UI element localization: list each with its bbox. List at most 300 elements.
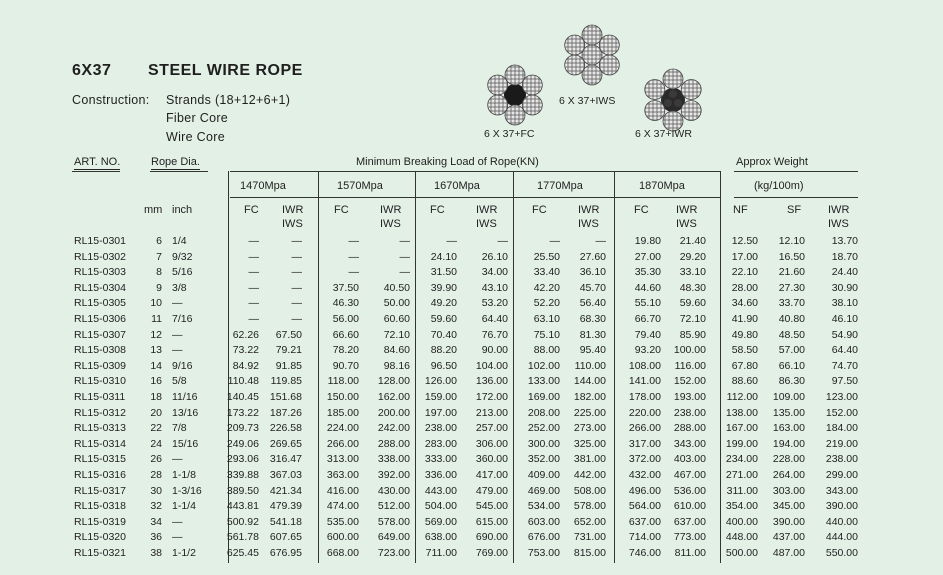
rope-fc-icon bbox=[488, 65, 543, 125]
value-cell: 119.85 bbox=[270, 375, 302, 388]
value-cell: 27.30 bbox=[778, 281, 805, 294]
value-cell: 19.80 bbox=[634, 235, 661, 247]
value-cell: 50.00 bbox=[383, 297, 410, 310]
mm-cell: 9 bbox=[156, 281, 162, 294]
sub-iws: IWS bbox=[828, 218, 849, 230]
inch-cell: 9/32 bbox=[172, 250, 193, 263]
value-cell: 100.00 bbox=[673, 344, 706, 357]
value-cell: 46.10 bbox=[831, 313, 858, 325]
mm-cell: 6 bbox=[156, 235, 162, 247]
value-cell: 238.00 bbox=[424, 422, 457, 435]
value-cell: 104.00 bbox=[475, 359, 508, 372]
mm-cell: 11 bbox=[151, 313, 162, 325]
value-cell: 200.00 bbox=[377, 406, 410, 419]
mm-cell: 10 bbox=[150, 297, 162, 310]
value-cell: — bbox=[399, 250, 410, 263]
value-cell: 35.30 bbox=[634, 266, 661, 279]
value-cell: 372.00 bbox=[628, 453, 661, 466]
value-cell: 773.00 bbox=[673, 531, 706, 544]
inch-cell: — bbox=[172, 297, 183, 310]
value-cell: 197.00 bbox=[424, 406, 457, 419]
value-cell: 317.00 bbox=[628, 437, 661, 450]
value-cell: 313.00 bbox=[326, 453, 359, 466]
mm-cell: 7 bbox=[156, 250, 162, 263]
value-cell: 367.03 bbox=[269, 469, 302, 481]
value-cell: 288.00 bbox=[377, 437, 410, 450]
value-cell: 118.00 bbox=[327, 375, 359, 388]
value-cell: 25.50 bbox=[533, 250, 560, 263]
divider bbox=[230, 197, 720, 198]
value-cell: 603.00 bbox=[527, 515, 560, 528]
value-cell: 416.00 bbox=[326, 484, 359, 497]
value-cell: 102.00 bbox=[527, 359, 560, 372]
value-cell: 339.88 bbox=[226, 469, 259, 481]
value-cell: 288.00 bbox=[673, 422, 706, 435]
value-cell: 76.70 bbox=[481, 328, 508, 341]
art-no-cell: RL15-0317 bbox=[74, 484, 126, 497]
value-cell: — bbox=[248, 281, 259, 294]
value-cell: 690.00 bbox=[475, 531, 508, 544]
art-no-cell: RL15-0306 bbox=[74, 313, 126, 325]
construction-strands: Strands (18+12+6+1) bbox=[166, 93, 291, 107]
art-no-cell: RL15-0307 bbox=[74, 328, 126, 341]
value-cell: 479.00 bbox=[475, 484, 508, 497]
value-cell: — bbox=[248, 313, 259, 325]
value-cell: 91.85 bbox=[275, 359, 302, 372]
sub-iws: IWS bbox=[282, 218, 303, 230]
value-cell: 578.00 bbox=[573, 500, 606, 513]
value-cell: 238.00 bbox=[673, 406, 706, 419]
inch-cell: 13/16 bbox=[172, 406, 199, 419]
grade-1570: 1570Mpa bbox=[337, 180, 383, 192]
mm-cell: 13 bbox=[150, 344, 162, 357]
value-cell: 338.00 bbox=[377, 453, 410, 466]
value-cell: 34.60 bbox=[731, 297, 758, 310]
value-cell: 442.00 bbox=[573, 469, 606, 481]
value-cell: 811.00 bbox=[674, 547, 706, 559]
value-cell: 448.00 bbox=[725, 531, 758, 544]
sub-fc: FC bbox=[532, 204, 547, 216]
value-cell: 17.00 bbox=[731, 250, 758, 263]
inch-cell: 1-1/8 bbox=[172, 469, 196, 481]
value-cell: 62.26 bbox=[232, 328, 259, 341]
caption-iwr: 6 X 37+IWR bbox=[635, 128, 692, 140]
divider bbox=[734, 197, 858, 198]
value-cell: 173.22 bbox=[226, 406, 259, 419]
value-cell: 769.00 bbox=[475, 547, 508, 559]
art-no-cell: RL15-0319 bbox=[74, 515, 126, 528]
value-cell: 209.73 bbox=[226, 422, 259, 435]
value-cell: 151.68 bbox=[269, 391, 302, 403]
mm-cell: 24 bbox=[150, 437, 162, 450]
value-cell: 333.00 bbox=[424, 453, 457, 466]
value-cell: 40.80 bbox=[778, 313, 805, 325]
value-cell: 224.00 bbox=[326, 422, 359, 435]
value-cell: 42.20 bbox=[533, 281, 560, 294]
value-cell: 185.00 bbox=[326, 406, 359, 419]
inch-cell: 11/16 bbox=[172, 391, 198, 403]
value-cell: 18.70 bbox=[831, 250, 858, 263]
value-cell: 110.00 bbox=[574, 359, 606, 372]
value-cell: 269.65 bbox=[269, 437, 302, 450]
value-cell: 432.00 bbox=[628, 469, 661, 481]
value-cell: 79.21 bbox=[275, 344, 302, 357]
value-cell: 467.00 bbox=[673, 469, 706, 481]
column-divider bbox=[614, 171, 615, 563]
value-cell: 56.00 bbox=[332, 313, 359, 325]
sub-iwr: IWR bbox=[828, 204, 850, 216]
rope-iwr-icon bbox=[645, 69, 701, 131]
value-cell: 93.20 bbox=[634, 344, 661, 357]
value-cell: 536.00 bbox=[673, 484, 706, 497]
value-cell: 75.10 bbox=[533, 328, 560, 341]
value-cell: 36.10 bbox=[579, 266, 606, 279]
value-cell: 178.00 bbox=[628, 391, 661, 403]
value-cell: 652.00 bbox=[573, 515, 606, 528]
value-cell: 64.40 bbox=[831, 344, 858, 357]
value-cell: 561.78 bbox=[226, 531, 259, 544]
art-no-cell: RL15-0303 bbox=[74, 266, 126, 279]
value-cell: 443.00 bbox=[424, 484, 457, 497]
grade-1870: 1870Mpa bbox=[639, 180, 685, 192]
art-no-cell: RL15-0320 bbox=[74, 531, 126, 544]
divider bbox=[72, 171, 120, 172]
value-cell: — bbox=[248, 266, 259, 279]
inch-cell: 1-1/2 bbox=[172, 547, 196, 559]
sub-iwr: IWR bbox=[282, 204, 304, 216]
value-cell: 48.30 bbox=[679, 281, 706, 294]
value-cell: 37.50 bbox=[332, 281, 359, 294]
value-cell: 273.00 bbox=[573, 422, 606, 435]
value-cell: 668.00 bbox=[326, 547, 359, 559]
value-cell: 150.00 bbox=[326, 391, 359, 403]
art-no-cell: RL15-0310 bbox=[74, 375, 126, 388]
value-cell: 33.10 bbox=[679, 266, 706, 279]
value-cell: 293.06 bbox=[226, 453, 259, 466]
value-cell: 266.00 bbox=[326, 437, 359, 450]
value-cell: 508.00 bbox=[573, 484, 606, 497]
value-cell: 271.00 bbox=[725, 469, 758, 481]
value-cell: 86.30 bbox=[778, 375, 805, 388]
header-rope-dia: Rope Dia. bbox=[151, 156, 200, 168]
value-cell: 283.00 bbox=[424, 437, 457, 450]
mm-cell: 32 bbox=[150, 500, 162, 513]
inch-cell: 5/8 bbox=[172, 375, 187, 388]
value-cell: 22.10 bbox=[731, 266, 758, 279]
value-cell: 311.00 bbox=[726, 484, 758, 497]
value-cell: 169.00 bbox=[527, 391, 560, 403]
value-cell: 417.00 bbox=[475, 469, 508, 481]
value-cell: 550.00 bbox=[825, 547, 858, 559]
value-cell: 43.10 bbox=[481, 281, 508, 294]
art-no-cell: RL15-0315 bbox=[74, 453, 126, 466]
value-cell: 41.90 bbox=[731, 313, 758, 325]
caption-fc: 6 X 37+FC bbox=[484, 128, 535, 140]
header-art-no: ART. NO. bbox=[74, 156, 121, 168]
value-cell: 242.00 bbox=[377, 422, 410, 435]
value-cell: 343.00 bbox=[673, 437, 706, 450]
mm-cell: 20 bbox=[150, 406, 162, 419]
art-no-cell: RL15-0305 bbox=[74, 297, 126, 310]
value-cell: 44.60 bbox=[634, 281, 661, 294]
inch-cell: — bbox=[172, 344, 183, 357]
value-cell: 163.00 bbox=[772, 422, 805, 435]
grade-1670: 1670Mpa bbox=[434, 180, 480, 192]
value-cell: 360.00 bbox=[475, 453, 508, 466]
value-cell: 390.00 bbox=[772, 515, 805, 528]
art-no-cell: RL15-0301 bbox=[74, 235, 126, 247]
value-cell: 300.00 bbox=[527, 437, 560, 450]
value-cell: 112.00 bbox=[726, 391, 758, 403]
value-cell: — bbox=[399, 266, 410, 279]
value-cell: 363.00 bbox=[326, 469, 359, 481]
header-approx-weight: Approx Weight bbox=[736, 156, 808, 168]
sub-iws: IWS bbox=[676, 218, 697, 230]
value-cell: 108.00 bbox=[628, 359, 661, 372]
value-cell: 24.10 bbox=[430, 250, 457, 263]
value-cell: 88.00 bbox=[533, 344, 560, 357]
divider bbox=[150, 171, 208, 172]
value-cell: — bbox=[248, 250, 259, 263]
value-cell: 152.00 bbox=[673, 375, 706, 388]
sub-iwr: IWR bbox=[676, 204, 698, 216]
value-cell: 500.00 bbox=[725, 547, 758, 559]
value-cell: 39.90 bbox=[430, 281, 457, 294]
value-cell: 98.16 bbox=[383, 359, 410, 372]
value-cell: 316.47 bbox=[269, 453, 302, 466]
value-cell: 38.10 bbox=[831, 297, 858, 310]
value-cell: 33.70 bbox=[778, 297, 805, 310]
value-cell: 144.00 bbox=[573, 375, 606, 388]
value-cell: 72.10 bbox=[679, 313, 706, 325]
value-cell: 182.00 bbox=[573, 391, 606, 403]
value-cell: 12.50 bbox=[731, 235, 758, 247]
value-cell: 226.58 bbox=[269, 422, 302, 435]
value-cell: 193.00 bbox=[673, 391, 706, 403]
value-cell: 430.00 bbox=[377, 484, 410, 497]
mm-cell: 16 bbox=[150, 375, 162, 388]
value-cell: 381.00 bbox=[573, 453, 606, 466]
value-cell: 607.65 bbox=[269, 531, 302, 544]
value-cell: 421.34 bbox=[269, 484, 302, 497]
column-divider bbox=[513, 171, 514, 563]
inch-cell: 7/16 bbox=[172, 313, 193, 325]
value-cell: 59.60 bbox=[430, 313, 457, 325]
value-cell: 266.00 bbox=[628, 422, 661, 435]
sub-fc: FC bbox=[244, 204, 259, 216]
value-cell: 24.40 bbox=[831, 266, 858, 279]
sub-fc: FC bbox=[634, 204, 649, 216]
sub-fc: FC bbox=[334, 204, 349, 216]
value-cell: 49.20 bbox=[430, 297, 457, 310]
art-no-cell: RL15-0304 bbox=[74, 281, 126, 294]
sub-mm: mm bbox=[144, 204, 163, 216]
mm-cell: 26 bbox=[150, 453, 162, 466]
value-cell: 40.50 bbox=[383, 281, 410, 294]
value-cell: 299.00 bbox=[825, 469, 858, 481]
value-cell: 167.00 bbox=[725, 422, 758, 435]
value-cell: 84.60 bbox=[383, 344, 410, 357]
value-cell: 535.00 bbox=[326, 515, 359, 528]
value-cell: 128.00 bbox=[377, 375, 410, 388]
value-cell: — bbox=[291, 250, 302, 263]
value-cell: 123.00 bbox=[825, 391, 858, 403]
inch-cell: 1-3/16 bbox=[172, 484, 202, 497]
value-cell: 141.00 bbox=[628, 375, 661, 388]
mm-cell: 36 bbox=[150, 531, 162, 544]
value-cell: 487.00 bbox=[772, 547, 805, 559]
value-cell: 159.00 bbox=[424, 391, 457, 403]
value-cell: 90.70 bbox=[332, 359, 359, 372]
art-no-cell: RL15-0312 bbox=[74, 406, 126, 419]
value-cell: 753.00 bbox=[527, 547, 560, 559]
value-cell: 714.00 bbox=[628, 531, 661, 544]
mm-cell: 22 bbox=[150, 422, 162, 435]
inch-cell: 7/8 bbox=[172, 422, 187, 435]
weight-unit: (kg/100m) bbox=[754, 180, 804, 192]
divider bbox=[230, 171, 720, 172]
value-cell: — bbox=[446, 235, 457, 247]
value-cell: 68.30 bbox=[579, 313, 606, 325]
value-cell: 60.60 bbox=[383, 313, 410, 325]
value-cell: 512.00 bbox=[377, 500, 410, 513]
caption-iws: 6 X 37+IWS bbox=[559, 95, 616, 107]
value-cell: 55.10 bbox=[634, 297, 661, 310]
value-cell: 637.00 bbox=[673, 515, 706, 528]
value-cell: — bbox=[291, 235, 302, 247]
value-cell: 610.00 bbox=[673, 500, 706, 513]
value-cell: 172.00 bbox=[475, 391, 508, 403]
value-cell: 162.00 bbox=[377, 391, 410, 403]
value-cell: 88.60 bbox=[731, 375, 758, 388]
value-cell: 389.50 bbox=[226, 484, 259, 497]
value-cell: 569.00 bbox=[424, 515, 457, 528]
value-cell: 336.00 bbox=[424, 469, 457, 481]
sub-iwr: IWR bbox=[578, 204, 600, 216]
value-cell: — bbox=[291, 281, 302, 294]
value-cell: 73.22 bbox=[232, 344, 259, 357]
value-cell: 72.10 bbox=[383, 328, 410, 341]
inch-cell: — bbox=[172, 328, 183, 341]
value-cell: 352.00 bbox=[527, 453, 560, 466]
value-cell: 84.92 bbox=[232, 359, 259, 372]
art-no-cell: RL15-0308 bbox=[74, 344, 126, 357]
value-cell: 67.80 bbox=[731, 359, 758, 372]
value-cell: 135.00 bbox=[772, 406, 805, 419]
value-cell: 133.00 bbox=[527, 375, 560, 388]
value-cell: 26.10 bbox=[481, 250, 508, 263]
sub-iws: IWS bbox=[380, 218, 401, 230]
value-cell: 56.40 bbox=[579, 297, 606, 310]
value-cell: 88.20 bbox=[430, 344, 457, 357]
value-cell: — bbox=[348, 266, 359, 279]
sub-iws: IWS bbox=[578, 218, 599, 230]
value-cell: 731.00 bbox=[573, 531, 606, 544]
construction-fiber-core: Fiber Core bbox=[166, 111, 229, 125]
value-cell: 208.00 bbox=[527, 406, 560, 419]
inch-cell: — bbox=[172, 453, 183, 466]
value-cell: 59.60 bbox=[679, 297, 706, 310]
value-cell: 138.00 bbox=[725, 406, 758, 419]
value-cell: 479.39 bbox=[269, 500, 302, 513]
value-cell: 53.20 bbox=[481, 297, 508, 310]
construction-wire-core: Wire Core bbox=[166, 130, 225, 144]
value-cell: 403.00 bbox=[673, 453, 706, 466]
value-cell: 31.50 bbox=[430, 266, 457, 279]
value-cell: 252.00 bbox=[527, 422, 560, 435]
value-cell: 625.45 bbox=[226, 547, 259, 559]
value-cell: 600.00 bbox=[326, 531, 359, 544]
value-cell: 219.00 bbox=[825, 437, 858, 450]
value-cell: 564.00 bbox=[628, 500, 661, 513]
value-cell: 723.00 bbox=[377, 547, 410, 559]
value-cell: 140.45 bbox=[226, 391, 259, 403]
value-cell: — bbox=[497, 235, 508, 247]
grade-1470: 1470Mpa bbox=[240, 180, 286, 192]
inch-cell: 5/16 bbox=[172, 266, 193, 279]
value-cell: 27.60 bbox=[579, 250, 606, 263]
value-cell: 194.00 bbox=[772, 437, 805, 450]
art-no-cell: RL15-0314 bbox=[74, 437, 126, 450]
value-cell: 220.00 bbox=[628, 406, 661, 419]
value-cell: 90.00 bbox=[481, 344, 508, 357]
value-cell: 234.00 bbox=[725, 453, 758, 466]
value-cell: 96.50 bbox=[430, 359, 457, 372]
value-cell: 33.40 bbox=[533, 266, 560, 279]
mm-cell: 12 bbox=[150, 328, 162, 341]
page-title: STEEL WIRE ROPE bbox=[148, 62, 303, 79]
value-cell: 66.60 bbox=[332, 328, 359, 341]
value-cell: 345.00 bbox=[772, 500, 805, 513]
value-cell: 63.10 bbox=[533, 313, 560, 325]
value-cell: 676.00 bbox=[527, 531, 560, 544]
mm-cell: 28 bbox=[150, 469, 162, 481]
value-cell: 49.80 bbox=[731, 328, 758, 341]
value-cell: 52.20 bbox=[533, 297, 560, 310]
value-cell: 95.40 bbox=[579, 344, 606, 357]
value-cell: 354.00 bbox=[725, 500, 758, 513]
sub-sf: SF bbox=[787, 204, 802, 216]
value-cell: 534.00 bbox=[527, 500, 560, 513]
sub-iwr: IWR bbox=[476, 204, 498, 216]
inch-cell: 1/4 bbox=[172, 235, 187, 247]
art-no-cell: RL15-0321 bbox=[74, 547, 126, 559]
value-cell: 116.00 bbox=[674, 359, 706, 372]
art-no-cell: RL15-0318 bbox=[74, 500, 126, 513]
value-cell: — bbox=[291, 313, 302, 325]
value-cell: 85.90 bbox=[679, 328, 706, 341]
rope-code: 6X37 bbox=[72, 62, 112, 79]
value-cell: — bbox=[248, 235, 259, 247]
rope-iws-icon bbox=[565, 25, 620, 85]
sub-fc: FC bbox=[430, 204, 445, 216]
value-cell: 474.00 bbox=[326, 500, 359, 513]
value-cell: 81.30 bbox=[579, 328, 606, 341]
value-cell: 66.70 bbox=[634, 313, 661, 325]
value-cell: 187.26 bbox=[269, 406, 302, 419]
value-cell: — bbox=[248, 297, 259, 310]
value-cell: 48.50 bbox=[778, 328, 805, 341]
value-cell: 238.00 bbox=[825, 453, 858, 466]
value-cell: — bbox=[348, 235, 359, 247]
value-cell: 746.00 bbox=[628, 547, 661, 559]
value-cell: 78.20 bbox=[332, 344, 359, 357]
value-cell: 400.00 bbox=[725, 515, 758, 528]
value-cell: 27.00 bbox=[634, 250, 661, 263]
value-cell: 578.00 bbox=[377, 515, 410, 528]
value-cell: 409.00 bbox=[527, 469, 560, 481]
mm-cell: 14 bbox=[150, 359, 162, 372]
